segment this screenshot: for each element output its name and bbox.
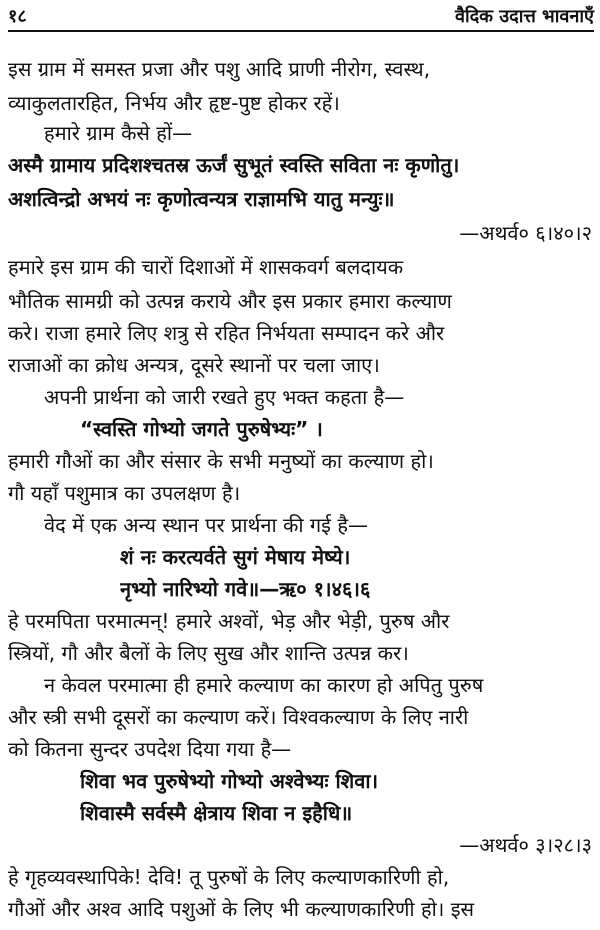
verse-line: नृभ्यो नारिभ्यो गवे॥—ऋ० १।४६।६ bbox=[120, 577, 371, 601]
paragraph-line: गौ यहाँ पशुमात्र का उपलक्षण है। bbox=[8, 481, 241, 505]
paragraph-line: हे गृहव्यवस्थापिके! देवि! तू पुरुषों के लिए कल्याणकारिणी हो, bbox=[8, 865, 450, 889]
verse-citation: —अथर्व० ३।२८।३ bbox=[459, 833, 592, 857]
page-header bbox=[8, 2, 594, 32]
quote-line: “स्वस्ति गोभ्यो जगते पुरुषेभ्यः” । bbox=[80, 417, 323, 441]
paragraph-line: भौतिक सामग्री को उत्पन्न कराये और इस प्रकार हमारा कल्याण bbox=[8, 289, 452, 313]
paragraph-line: हमारे इस ग्राम की चारों दिशाओं में शासकवर्ग बलदायक bbox=[8, 255, 404, 279]
paragraph-line: गौओं और अश्व आदि पशुओं के लिए भी कल्याणकारिणी हो। इस bbox=[8, 897, 475, 921]
verse-line: शिवा भव पुरुषेभ्यो गोभ्यो अश्वेभ्यः शिवा। bbox=[80, 769, 379, 793]
verse-line: अस्मै ग्रामाय प्रदिशश्चतस्र ऊर्जं सुभूतं स्वस्ति सविता नः कृणोतु। bbox=[8, 153, 460, 177]
paragraph-line: न केवल परमात्मा ही हमारे कल्याण का कारण हो अपितु पुरुष bbox=[44, 673, 484, 697]
running-title: वैदिक उदात्त भावनाएँ bbox=[454, 6, 594, 27]
paragraph-line: व्याकुलतारहित, निर्भय और हृष्ट-पुष्ट होकर रहें। bbox=[8, 91, 340, 115]
paragraph-line: अपनी प्रार्थना को जारी रखते हुए भक्त कहता है— bbox=[44, 385, 405, 409]
page-number: १८ bbox=[8, 6, 27, 27]
paragraph-line: करे। राजा हमारे लिए शत्रु से रहित निर्भयता सम्पादन करे और bbox=[8, 321, 445, 345]
paragraph-line: वेद में एक अन्य स्थान पर प्रार्थना की गई है— bbox=[44, 513, 368, 537]
paragraph-line: को कितना सुन्दर उपदेश दिया गया है— bbox=[8, 737, 292, 761]
verse-line: अशत्विन्द्रो अभयं नः कृणोत्वन्यत्र राज्ञामभि यातु मन्युः॥ bbox=[8, 187, 395, 211]
paragraph-line: राजाओं का क्रोध अन्यत्र, दूसरे स्थानों पर चला जाए। bbox=[8, 353, 380, 377]
paragraph-line: हे परमपिता परमात्मन्! हमारे अश्वों, भेड़ और भेड़ी, पुरुष और bbox=[8, 609, 450, 633]
paragraph-line: और स्त्री सभी दूसरों का कल्याण करें। विश्वकल्याण के लिए नारी bbox=[8, 705, 469, 729]
paragraph-line: हमारे ग्राम कैसे हों— bbox=[44, 121, 193, 145]
paragraph-line: स्त्रियों, गौ और बैलों के लिए सुख और शान्ति उत्पन्न कर। bbox=[8, 641, 409, 665]
verse-citation: —अथर्व० ६।४०।२ bbox=[459, 221, 592, 245]
verse-line: शं नः करत्यर्वते सुगं मेषाय मेष्ये। bbox=[120, 545, 351, 569]
paragraph-line: हमारी गौओं का और संसार के सभी मनुष्यों का कल्याण हो। bbox=[8, 449, 434, 473]
verse-line: शिवास्मै सर्वस्मै क्षेत्राय शिवा न इहैधि॥ bbox=[80, 801, 353, 825]
paragraph-line: इस ग्राम में समस्त प्रजा और पशु आदि प्राणी नीरोग, स्वस्थ, bbox=[8, 57, 431, 81]
